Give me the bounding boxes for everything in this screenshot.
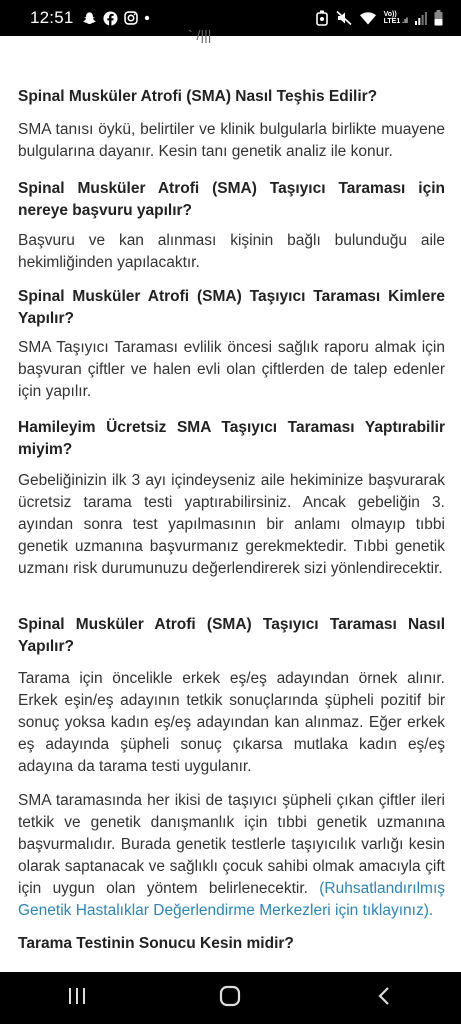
answer-text <box>18 790 445 922</box>
signal-icon <box>415 11 427 25</box>
clipped-text-remnant: ` /||| <box>188 27 212 43</box>
answer-text: SMA tanısı öykü, belirtiler ve klinik bulgularla birlikte muayene bulgularına dayanır. Kesin tanı genetik analiz ile konur. <box>18 121 445 160</box>
recent-apps-icon <box>67 987 87 1010</box>
answer-text: Tarama için öncelikle erkek eş/eş adayından örnek alınır. Erkek eşin/eş adayının tetkik sonuçlarında şüpheli pozitif bir sonuç yoksa kadın eş/eş adayından kan alınmaz. Eğer erkek eş adayında şüpheli sonuç çıkarsa mutlaka kadın eş/eş adayına da tarama testi uygulanır. <box>18 670 445 775</box>
answer-text: Gebeliğinizin ilk 3 ayı içindeyseniz aile hekiminize başvurarak ücretsiz tarama testi yaptırabilirsiniz. Ancak gebeliğin 3. ayından sonra test yapılmasının bir anlamı olmayıp tıbbi genetik uzmanına başvurmanız gerekmektedir. Tıbbi genetik uzmanı risk durumunuzu değerlendirerek sizi yönlendirecektir. <box>18 472 445 577</box>
home-icon <box>219 985 241 1012</box>
question-heading: Hamileyim Ücretsiz SMA Taşıyıcı Taraması Yaptırabilir miyim? <box>18 419 445 458</box>
question-heading: Spinal Musküler Atrofi (SMA) Taşıyıcı Taraması Nasıl Yapılır? <box>18 616 445 655</box>
instagram-icon <box>124 11 138 25</box>
battery-icon <box>434 10 443 26</box>
lte-signal-icon: Vo)) LTE1 .ıl <box>383 11 408 25</box>
recent-apps-button[interactable] <box>47 978 107 1018</box>
answer-text: SMA Taşıyıcı Taraması evlilik öncesi sağlık raporu almak için başvuran çiftler ve halen evli olan çiftlerden de talep edenler için yapılır. <box>18 339 445 400</box>
question-heading: Spinal Musküler Atrofi (SMA) Taşıyıcı Taraması Kimlere Yapılır? <box>18 288 445 327</box>
dot-icon <box>144 15 150 21</box>
facebook-icon <box>103 11 118 26</box>
status-bar <box>0 0 461 36</box>
back-icon <box>376 986 392 1011</box>
answer-text: Başvuru ve kan alınması kişinin bağlı bulunduğu aile hekimliğinden yapılacaktır. <box>18 232 445 271</box>
alarm-icon <box>315 10 329 26</box>
wifi-icon <box>359 11 377 25</box>
question-heading: Tarama Testinin Sonucu Kesin midir? <box>18 935 294 952</box>
home-button[interactable] <box>200 978 260 1018</box>
navigation-bar <box>0 972 461 1024</box>
centers-link[interactable]: (Ruhsatlandırılmış Genetik Hastalıklar Değerlendirme Merkezleri için tıklayınız). <box>18 880 445 919</box>
mute-icon <box>336 10 352 26</box>
question-heading: Spinal Musküler Atrofi (SMA) Nasıl Teşhis Edilir? <box>18 88 378 105</box>
back-button[interactable] <box>354 978 414 1018</box>
snapchat-icon <box>82 11 97 26</box>
article-content[interactable] <box>0 27 461 972</box>
question-heading: Spinal Musküler Atrofi (SMA) Taşıyıcı Taraması için nereye başvuru yapılır? <box>18 180 445 219</box>
answer-body: SMA taramasında her ikisi de taşıyıcı şüpheli çıkan çiftler ileri tetkik ve genetik danışmanlık için tıbbi genetik uzmanına başvurmalıdır. Burada genetik testlerle taşıyıcılık varlığı kesin olarak saptanacak ve sağlıklı çocuk sahibi olmak amacıyla çift için uygun olan yöntem belirlenecektir. <box>18 792 445 897</box>
status-time: 12:51 <box>30 8 74 27</box>
